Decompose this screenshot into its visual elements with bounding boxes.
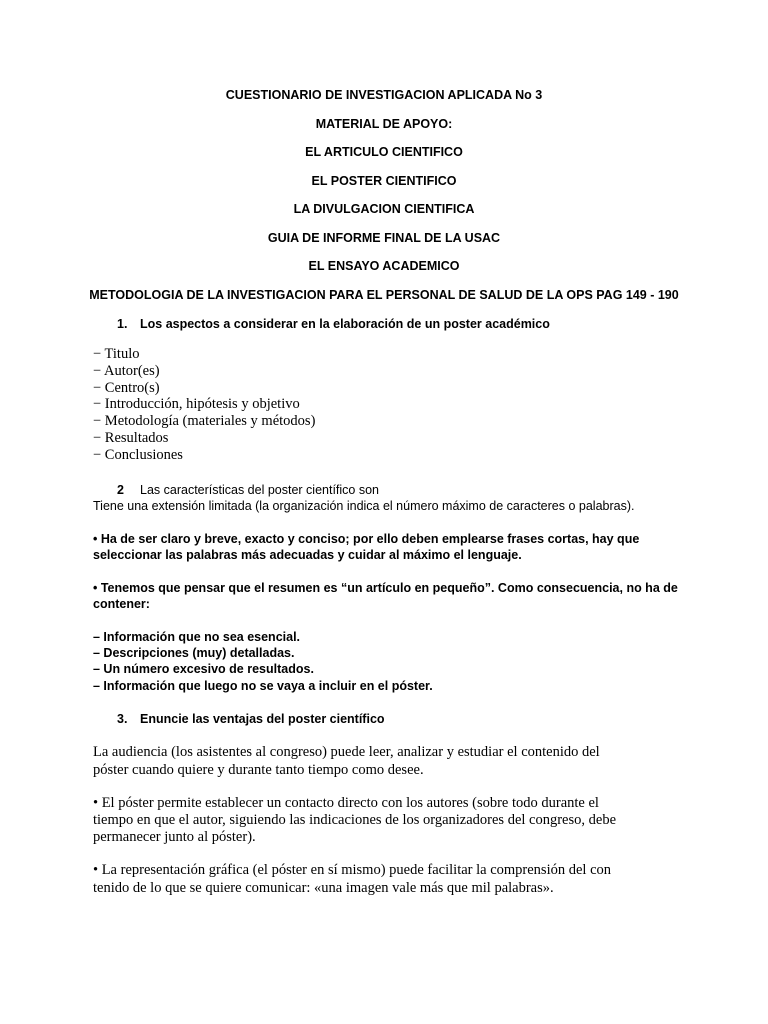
question-1-number: 1. [117, 317, 128, 331]
list-item: − Centro(s) [93, 379, 160, 396]
list-item: − Conclusiones [93, 446, 183, 463]
q2-bullet2-line1: • Tenemos que pensar que el resumen es “un artículo en pequeño”. Como consecuencia, no ha de [93, 581, 678, 595]
question-1-text: Los aspectos a considerar en la elaboración de un poster académico [140, 317, 550, 331]
q3-p2-line3: permanecer junto al póster). [93, 829, 256, 845]
heading-material: MATERIAL DE APOYO: [315, 117, 453, 131]
q2-bullet1-line2: seleccionar las palabras más adecuadas y cuidar al máximo el lenguaje. [93, 548, 522, 562]
heading-articulo: EL ARTICULO CIENTIFICO [305, 145, 463, 159]
list-item: − Resultados [93, 429, 169, 446]
question-3-number: 3. [117, 712, 128, 726]
q2-intro: Tiene una extensión limitada (la organización indica el número máximo de caracteres o palabras). [93, 499, 635, 513]
heading-metodologia: METODOLOGIA DE LA INVESTIGACION PARA EL PERSONAL DE SALUD DE LA OPS PAG 149 - 190 [89, 288, 679, 302]
q2-bullet2-line2: contener: [93, 597, 150, 611]
question-2-number: 2 [117, 483, 124, 497]
document-title: CUESTIONARIO DE INVESTIGACION APLICADA No 3 [225, 88, 543, 102]
heading-ensayo: EL ENSAYO ACADEMICO [308, 259, 460, 273]
list-item: − Titulo [93, 346, 140, 362]
q3-p2-line1: • El póster permite establecer un contacto directo con los autores (sobre todo durante el [93, 795, 599, 811]
list-item: − Introducción, hipótesis y objetivo [93, 396, 300, 413]
q3-p2-line2: tiempo en que el autor, siguiendo las indicaciones de los organizadores del congreso, debe [93, 812, 617, 828]
heading-poster: EL POSTER CIENTIFICO [311, 174, 457, 188]
list-item: − Autor(es) [93, 362, 160, 379]
q2-dash-item-4: – Información que luego no se vaya a incluir en el póster. [93, 679, 433, 693]
q3-p1-line2: póster cuando quiere y durante tanto tiempo como desee. [93, 762, 424, 778]
q3-p1-line1: La audiencia (los asistentes al congreso) puede leer, analizar y estudiar el contenido del [93, 744, 600, 760]
poster-aspects-list [93, 346, 315, 464]
list-item: − Metodología (materiales y métodos) [93, 413, 316, 430]
q3-p3-line2: tenido de lo que se quiere comunicar: «una imagen vale más que mil palabras». [93, 880, 554, 896]
q2-dash-item-3: – Un número excesivo de resultados. [93, 662, 314, 676]
q2-dash-item-2: – Descripciones (muy) detalladas. [93, 646, 295, 660]
q3-p3-line1: • La representación gráfica (el póster en sí mismo) puede facilitar la comprensión del con [93, 862, 612, 878]
q2-bullet1-line1: • Ha de ser claro y breve, exacto y conciso; por ello deben emplearse frases cortas, hay que [93, 532, 640, 546]
question-2-text: Las características del poster científico son [140, 483, 380, 497]
question-3-text: Enuncie las ventajas del poster científico [140, 712, 385, 726]
heading-guia: GUIA DE INFORME FINAL DE LA USAC [267, 231, 501, 245]
heading-divulgacion: LA DIVULGACION CIENTIFICA [293, 202, 475, 216]
q2-dash-item-1: – Información que no sea esencial. [93, 630, 301, 644]
